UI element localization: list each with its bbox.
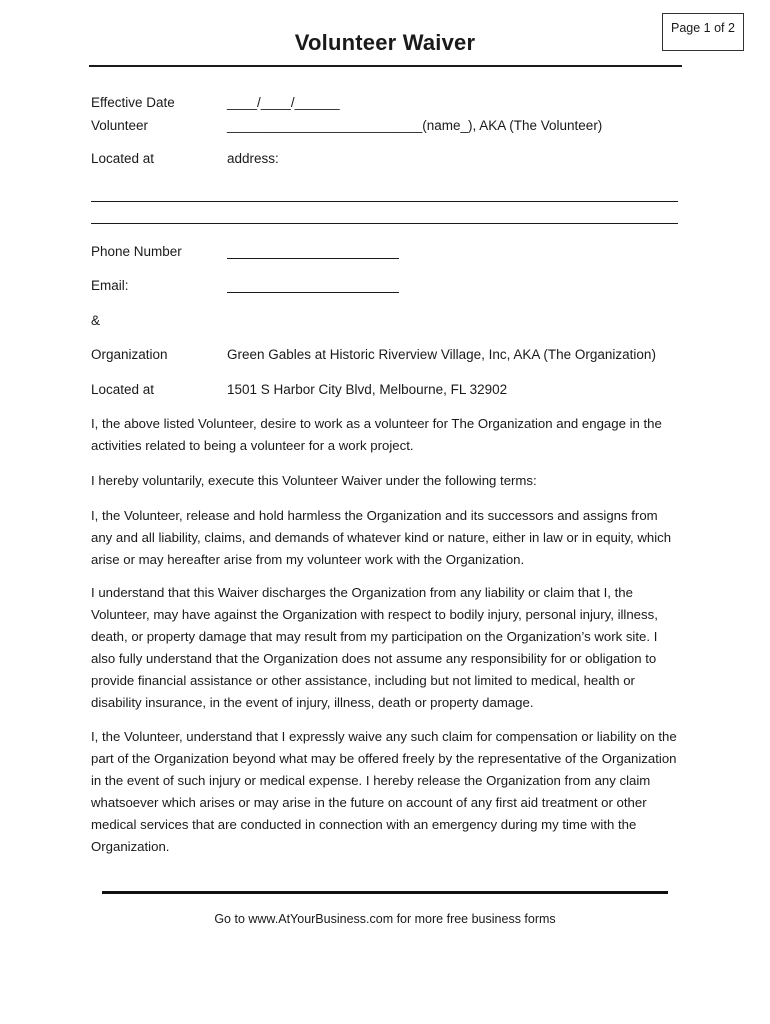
organization-label: Organization <box>91 347 168 362</box>
paragraph-discharge: I understand that this Waiver discharges the Organization from any liability or claim that I, the Volunteer, may have against the Organization with respect to bodily injury, personal injury, illness, death, or property damage that may result from my participation on the Organization’s work site. I also fully understand that the Organization does not assume any responsibility for or obligation to provide financial assistance or other assistance, including but not limited to medical, health or disability insurance, in the event of injury, illness, death or property damage. <box>91 585 658 710</box>
page-title: Volunteer Waiver <box>294 30 476 55</box>
effective-date-field[interactable]: ____/____/______ <box>227 95 340 110</box>
located-at-label: Located at <box>91 151 155 166</box>
located-at-label: Located at <box>91 382 155 397</box>
footer-divider <box>102 891 668 894</box>
address-line-1[interactable] <box>91 201 678 202</box>
organization-address: 1501 S Harbor City Blvd, Melbourne, FL 32902 <box>227 382 508 397</box>
phone-field[interactable] <box>227 258 399 259</box>
address-line-2[interactable] <box>91 223 678 224</box>
paragraph-release: I, the Volunteer, release and hold harmless the Organization and its successors and assigns from any and all liability, claims, and demands of whatever kind or nature, either in law or in equity, which arise or may hereafter arise from my volunteer work with the Organization. <box>91 508 672 567</box>
ampersand: & <box>91 313 101 328</box>
paragraph-terms-lead: I hereby voluntarily, execute this Volunteer Waiver under the following terms: <box>91 473 537 488</box>
paragraph-waive-claim: I, the Volunteer, understand that I expressly waive any such claim for compensation or liability on the part of the Organization beyond what may be offered freely by the representative of the Organization in the event of such injury or medical expense. I hereby release the Organization from any claim whatsoever which arises or may arise in the future on account of any first aid treatment or other medical services that are conducted in connection with an emergency during my time with the Organization. <box>91 729 677 854</box>
paragraph-intro: I, the above listed Volunteer, desire to work as a volunteer for The Organization and engage in the activities related to being a volunteer for a work project. <box>91 416 662 453</box>
footer-text: Go to www.AtYourBusiness.com for more free business forms <box>214 912 556 926</box>
title-divider <box>89 65 682 67</box>
organization-value: Green Gables at Historic Riverview Village, Inc, AKA (The Organization) <box>227 347 656 362</box>
effective-date-label: Effective Date <box>91 95 175 110</box>
email-field[interactable] <box>227 292 399 293</box>
address-label: address: <box>227 151 279 166</box>
volunteer-label: Volunteer <box>91 118 149 133</box>
email-label: Email: <box>91 278 129 293</box>
phone-label: Phone Number <box>91 244 182 259</box>
volunteer-name-field[interactable]: __________________________(name_), AKA (The Volunteer) <box>227 118 603 133</box>
page-number-badge: Page 1 of 2 <box>662 13 744 51</box>
